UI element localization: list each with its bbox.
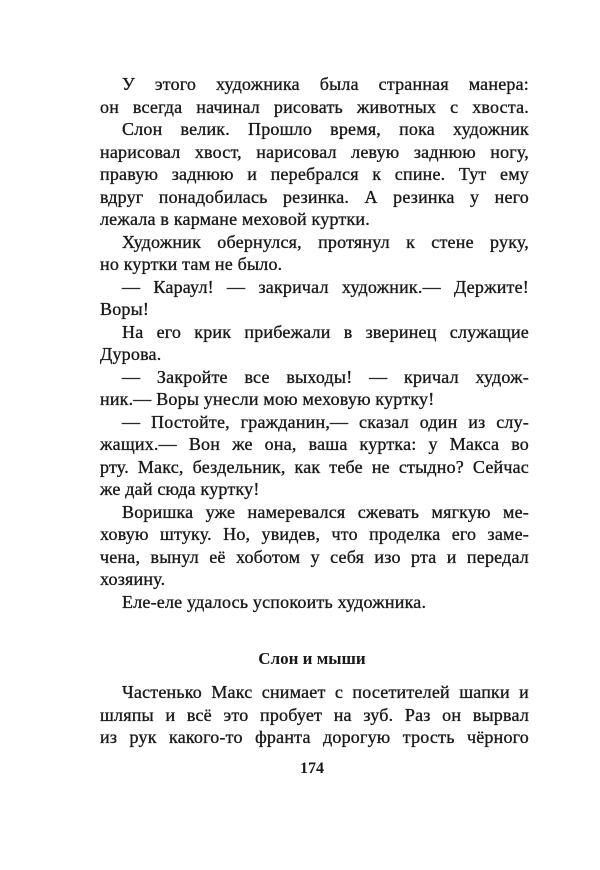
text-line: — Закройте все выходы! — кричал худож- <box>122 366 529 387</box>
text-line: — Постойте, гражданин,— сказал один из слу- <box>122 411 529 432</box>
text-line: из рук какого-то франта дорогую трость чёрного <box>100 727 529 747</box>
text-line: рту. Макс, бездельник, как тебе не стыдно? Сейчас <box>100 456 529 477</box>
text-line: Воры! <box>100 299 150 319</box>
text-line: — Караул! — закричал художник.— Держите! <box>122 276 529 297</box>
text-line: Дурова. <box>100 344 162 364</box>
body-text <box>100 73 529 613</box>
text-line: нарисовал хвост, нарисовал левую заднюю ногу, <box>100 141 529 162</box>
text-line: хозяину. <box>100 569 166 589</box>
text-line: У этого художника была странная манера: <box>122 74 529 94</box>
text-line: жащих.— Вон же она, ваша куртка: у Макса во <box>100 434 529 454</box>
text-line: Художник обернулся, протянул к стене руку, <box>122 231 529 252</box>
text-line: Еле-еле удалось успокоить художника. <box>122 591 427 612</box>
text-line: ник.— Воры унесли мою меховую куртку! <box>100 389 435 409</box>
text-line: лежала в кармане меховой куртки. <box>100 209 370 229</box>
text-line: шляпы и всё это пробует на зуб. Раз он вырвал <box>100 704 529 725</box>
text-line: правую заднюю и перебрался к спине. Тут ему <box>100 164 529 184</box>
text-line: ховую штуку. Но, увидев, что проделка его заме- <box>100 524 529 544</box>
text-line: Воришка уже намеревался сжевать мягкую ме- <box>122 501 529 522</box>
text-line: Слон велик. Прошло время, пока художник <box>122 119 529 139</box>
text-line: он всегда начинал рисовать животных с хвоста. <box>100 96 529 117</box>
text-line: Частенько Макс снимает с посетителей шапки и <box>122 682 529 702</box>
text-line: На его крик прибежали в зверинец служащие <box>122 321 529 342</box>
section-text <box>100 681 529 749</box>
text-line: вдруг понадобилась резинка. А резинка у него <box>100 186 529 207</box>
text-line: чена, вынул её хоботом у себя изо рта и передал <box>100 546 529 567</box>
section-heading: Слон и мыши <box>258 649 366 668</box>
text-line: но куртки там не было. <box>100 254 283 274</box>
text-line: же дай сюда куртку! <box>100 479 260 499</box>
page-number: 174 <box>300 760 324 777</box>
